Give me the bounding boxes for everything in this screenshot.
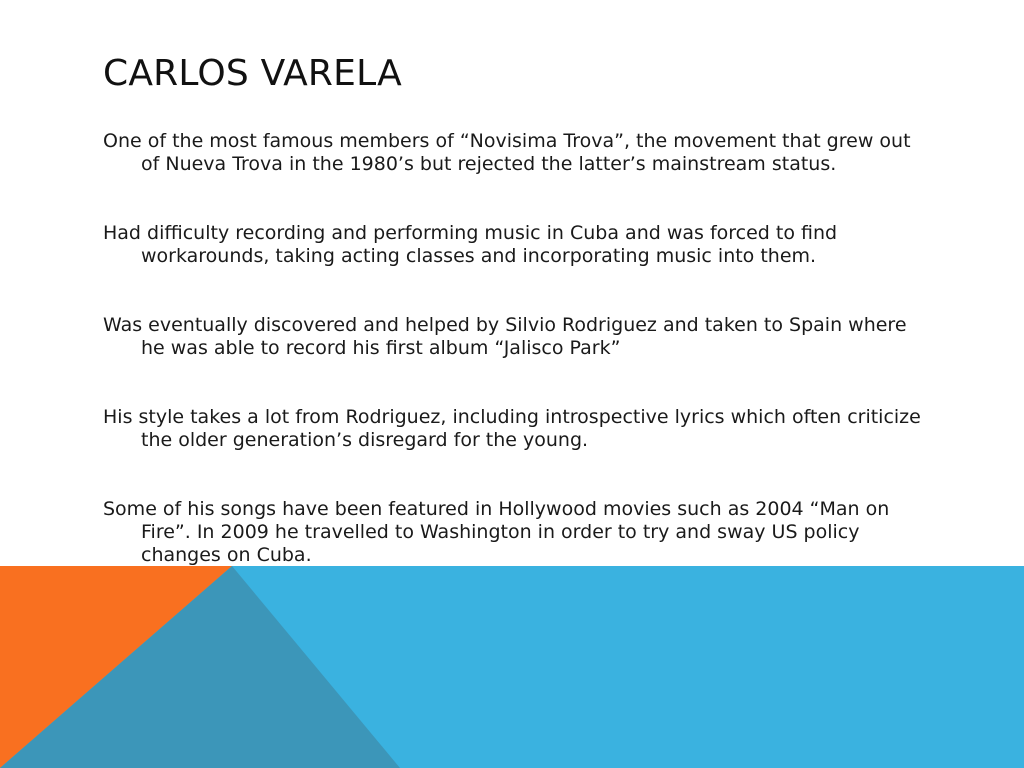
slide-body <box>103 130 933 613</box>
bullet-paragraph: His style takes a lot from Rodriguez, including introspective lyrics which often criticize the older generation’s disregard for the young. <box>103 406 921 451</box>
bullet-paragraph: One of the most famous members of “Novisima Trova”, the movement that grew out of Nueva Trova in the 1980’s but rejected the latter’s mainstream status. <box>103 130 911 175</box>
bullet-paragraph: Had difficulty recording and performing music in Cuba and was forced to find workarounds, taking acting classes and incorporating music into them. <box>103 222 838 267</box>
slide-title: CARLOS VARELA <box>103 53 403 94</box>
decorative-footer-shapes <box>0 566 1024 768</box>
bullet-paragraph: Some of his songs have been featured in Hollywood movies such as 2004 “Man on Fire”. In 2009 he travelled to Washington in order to try and sway US policy changes on Cuba. <box>103 498 890 566</box>
bullet-paragraph: Was eventually discovered and helped by Silvio Rodriguez and taken to Spain where he was able to record his first album “Jalisco Park” <box>103 314 907 359</box>
